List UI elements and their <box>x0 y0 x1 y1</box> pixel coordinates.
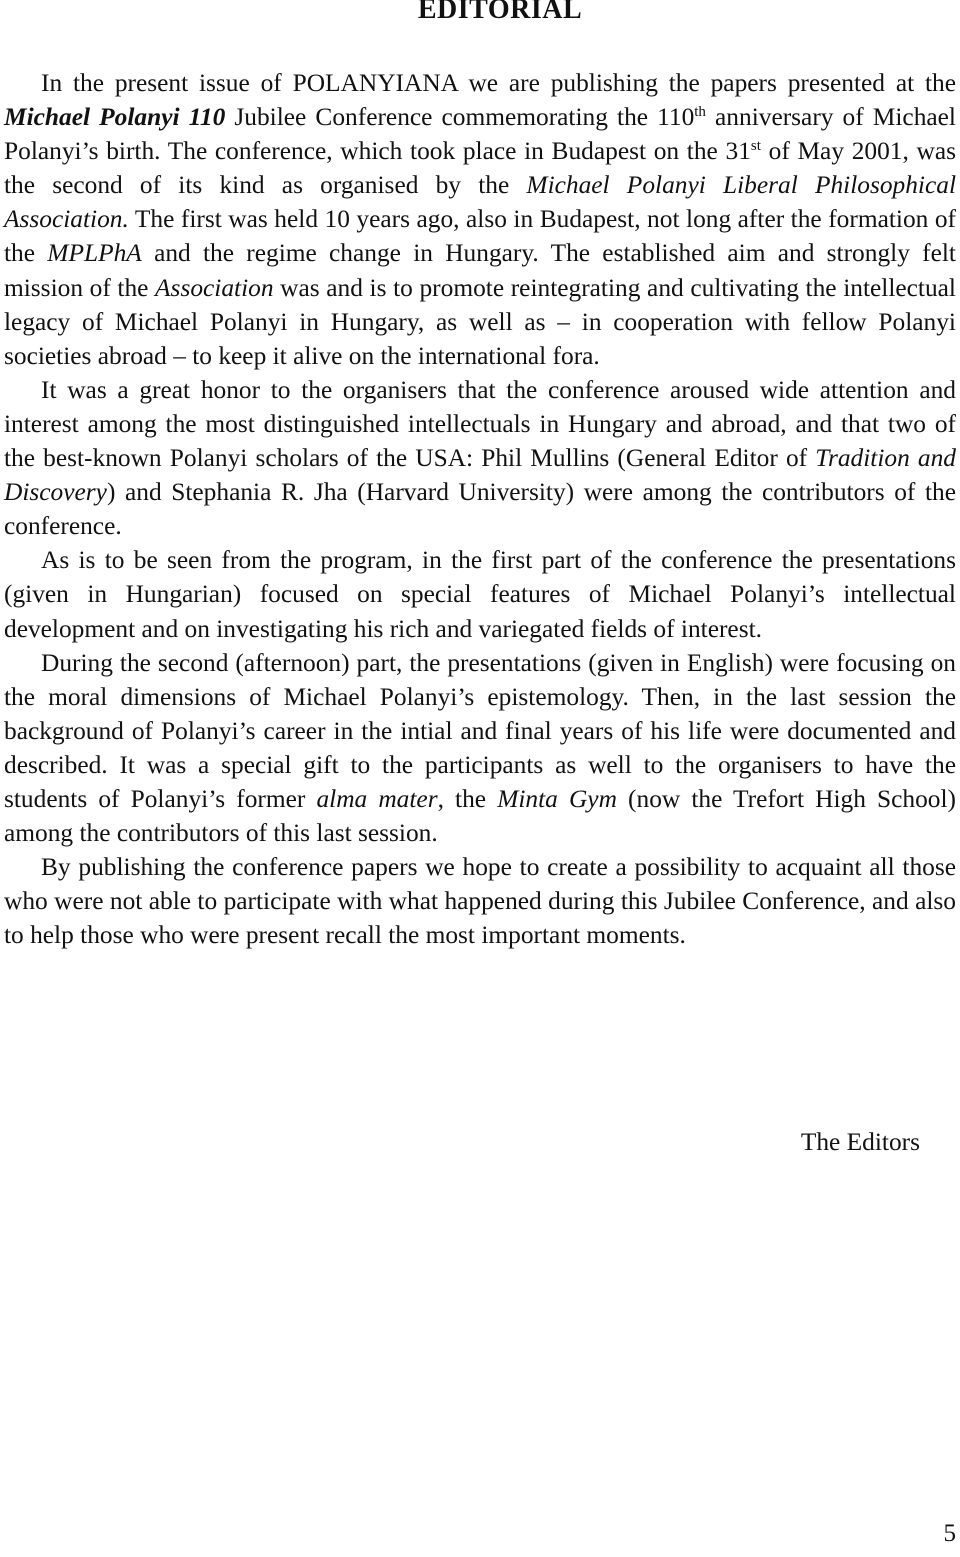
page-number: 5 <box>943 1520 956 1547</box>
text-run: In the present issue of POLANYIANA we are publishing the papers presented at the <box>41 69 956 97</box>
paragraph-1 <box>4 66 956 373</box>
text-run: It was a great honor to the organisers that the conference aroused wide attention and interest among the most distinguished intellectuals in Hungary and abroad, and that two of the best-known Polanyi scholars of the USA: Phil Mullins (General Editor of <box>4 375 956 473</box>
text-run: of May 2001, was the second of its kind as organised by the <box>4 137 957 200</box>
emphasis-text: Michael Polanyi Liberal Philosophical Association. <box>4 171 957 234</box>
paragraph-5 <box>4 850 956 952</box>
text-run: The first was held 10 years ago, also in Budapest, not long after the formation of the <box>4 205 956 268</box>
page-title: EDITORIAL <box>417 0 583 25</box>
superscript: th <box>694 104 706 121</box>
text-run: Jubilee Conference commemorating the 110 <box>225 103 695 132</box>
emphasis-text: Association <box>155 273 274 302</box>
paragraph-2 <box>4 373 956 543</box>
emphasis-text: MPLPhA <box>47 239 142 268</box>
text-run: , the <box>437 784 498 813</box>
text-run: As is to be seen from the program, in the first part of the conference the presentations (given in Hungarian) focused on special features of Michael Polanyi’s intellectual development and on investigating his rich and variegated fields of interest. <box>4 546 956 643</box>
emphasis-text: Tradition and Discovery <box>4 444 956 507</box>
superscript: st <box>750 138 761 155</box>
text-run: ) and Stephania R. Jha (Harvard University) were among the contributors of the conference. <box>4 478 956 541</box>
text-run: By publishing the conference papers we hope to create a possibility to acquaint all those who were not able to participate with what happened during this Jubilee Conference, and also to help those who were present recall the most important moments. <box>4 853 956 950</box>
paragraph-3 <box>4 543 956 645</box>
emphasis-text: Minta Gym <box>497 784 617 813</box>
text-run: and the regime change in Hungary. The established aim and strongly felt mission of the <box>4 239 956 302</box>
text-run: During the second (afternoon) part, the presentations (given in English) were focusing on the moral dimensions of Michael Polanyi’s epistemology. Then, in the last session the background of Polanyi’s career in the intial and final years of his life were documented and described. It was a special gift to the participants as well to the organisers to have the students of Polanyi’s former <box>4 648 956 813</box>
signature: The Editors <box>800 1128 920 1156</box>
text-run: (now the Trefort High School) among the contributors of this last session. <box>4 784 957 848</box>
paragraph-4 <box>4 646 956 851</box>
emphasis-text: Michael Polanyi 110 <box>4 103 226 132</box>
text-run: was and is to promote reintegrating and cultivating the intellectual legacy of Michael Polanyi in Hungary, as well as – in cooperation with fellow Polanyi societies abroad – to keep it alive on the international fora. <box>4 273 956 370</box>
emphasis-text: alma mater <box>316 784 438 813</box>
editorial-body <box>4 66 956 952</box>
text-run: anniversary of Michael Polanyi’s birth. The conference, which took place in Budapest on the 31 <box>4 103 956 166</box>
